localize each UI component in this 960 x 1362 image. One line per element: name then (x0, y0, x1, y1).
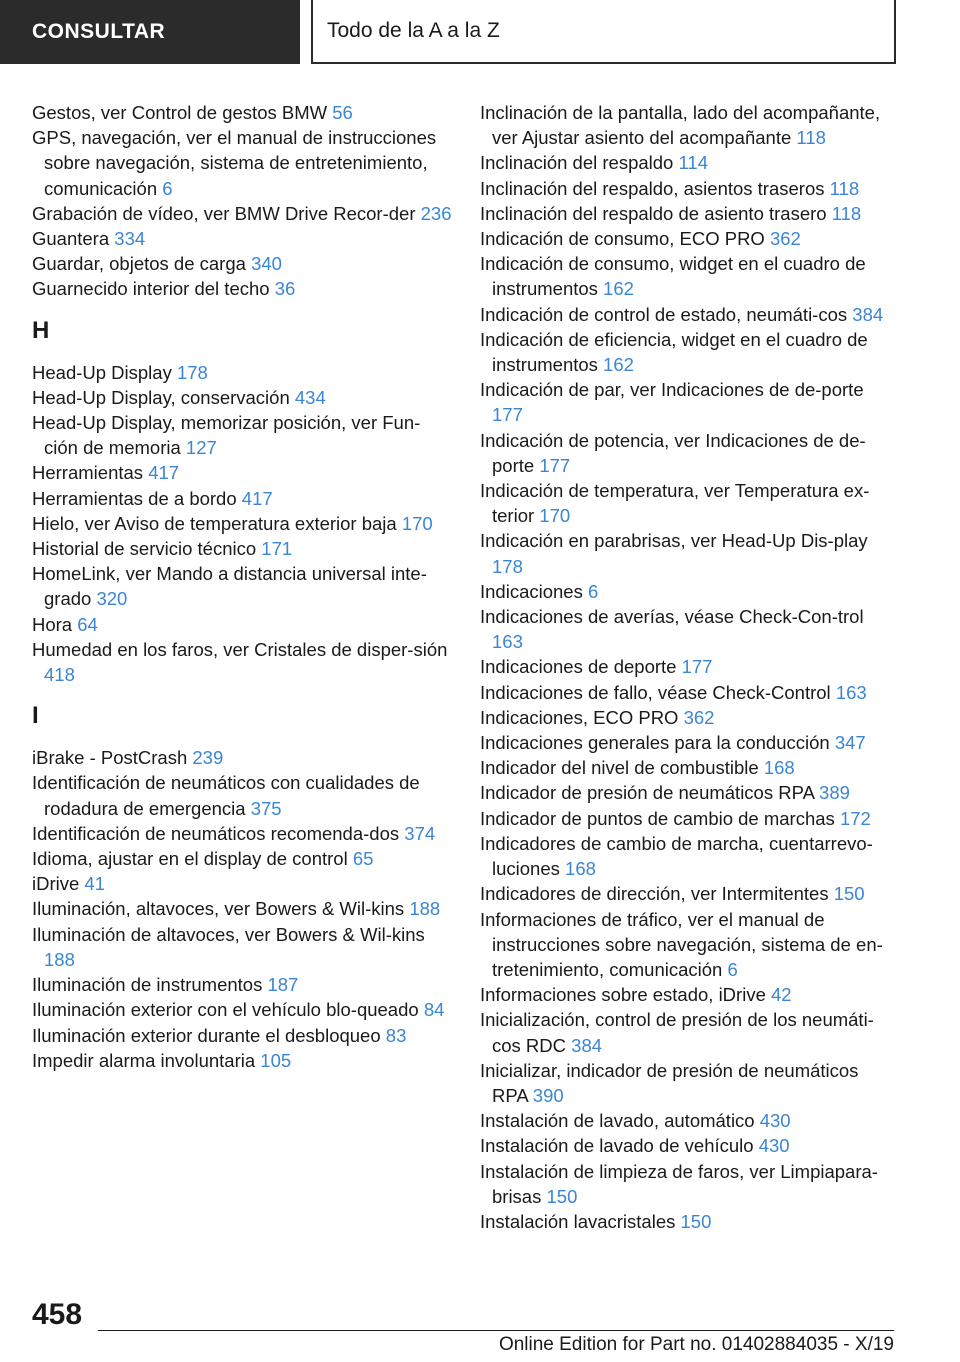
index-entry (32, 125, 452, 201)
index-entry (480, 201, 890, 226)
index-entry (480, 377, 890, 427)
index-entry (32, 385, 452, 410)
page-reference-link[interactable]: 177 (492, 404, 523, 426)
index-letter-heading: H (32, 316, 50, 344)
page-reference-link[interactable]: 168 (763, 757, 795, 779)
index-entry-text: Herramientas (32, 462, 144, 484)
index-entry-text: HomeLink, ver Mando a distancia universal inte‐grado (32, 563, 427, 610)
index-entry-text: Inclinación de la pantalla, lado del acompañante, ver Ajustar asiento del acompañante (480, 102, 881, 149)
page-reference-link[interactable]: 170 (539, 505, 571, 527)
index-entry-text: Indicación de eficiencia, widget en el cuadro de instrumentos (480, 328, 868, 376)
index-entry (480, 579, 890, 604)
index-entry-text: Instalación de lavado de vehículo (480, 1135, 754, 1157)
index-entry (480, 730, 890, 755)
page-reference-link[interactable]: 150 (546, 1185, 578, 1207)
index-entry-text: Inicializar, indicador de presión de neumáticos RPA (480, 1059, 859, 1106)
page-reference-link[interactable]: 384 (852, 303, 884, 325)
index-entry (480, 806, 890, 831)
index-entry (32, 486, 452, 511)
index-entry (480, 982, 890, 1007)
index-entry-text: Head-Up Display (32, 361, 172, 383)
index-entry (480, 176, 890, 201)
page-reference-link[interactable]: 239 (192, 747, 224, 769)
index-entry-text: Impedir alarma involuntaria (32, 1049, 256, 1071)
page-reference-link[interactable]: 320 (96, 588, 128, 610)
page-reference-link[interactable]: 340 (251, 253, 282, 275)
index-entry (480, 831, 890, 881)
page-reference-link[interactable]: 347 (834, 732, 866, 754)
page-reference-link[interactable]: 434 (294, 386, 326, 408)
page-reference-link[interactable]: 374 (404, 822, 436, 844)
index-entry-text: Indicaciones de fallo, véase Check-Control (480, 681, 831, 703)
page-reference-link[interactable]: 150 (833, 883, 865, 905)
page-reference-link[interactable]: 6 (727, 958, 738, 980)
index-entry-text: Indicadores de cambio de marcha, cuentarrevo‐luciones (480, 832, 873, 880)
index-entry-text: Indicador del nivel de combustible (480, 757, 759, 779)
page-reference-link[interactable]: 430 (759, 1110, 791, 1132)
index-column-right (480, 100, 890, 1234)
page-reference-link[interactable]: 375 (250, 797, 282, 819)
index-entry-text: Hielo, ver Aviso de temperatura exterior baja (32, 512, 397, 534)
index-entry (32, 100, 452, 125)
index-entry-text: Indicaciones de averías, véase Check-Con‐trol (480, 606, 864, 628)
index-entry (32, 972, 452, 997)
page-number: 458 (32, 1298, 83, 1331)
page-reference-link[interactable]: 362 (683, 706, 715, 728)
page-reference-link[interactable]: 334 (114, 228, 146, 250)
page-reference-link[interactable]: 417 (241, 487, 273, 509)
index-entry-text: Iluminación exterior con el vehículo blo‐queado (32, 999, 419, 1021)
page-reference-link[interactable]: 163 (492, 631, 523, 653)
index-entry-text: Indicadores de dirección, ver Intermitentes (480, 883, 829, 905)
index-entry-text: Guarnecido interior del techo (32, 278, 270, 300)
index-entry (480, 1133, 890, 1158)
index-entry (32, 511, 452, 536)
index-entry-text: Indicación de temperatura, ver Temperatura ex‐terior (480, 480, 870, 527)
index-entry (480, 907, 890, 983)
index-entry (480, 604, 890, 654)
index-entry (32, 612, 452, 637)
index-letter-heading: I (32, 702, 39, 730)
index-entry (32, 745, 452, 770)
index-entry (32, 536, 452, 561)
page-reference-link[interactable]: 83 (385, 1024, 407, 1046)
index-entry (480, 780, 890, 805)
index-entry (32, 360, 452, 385)
index-entry-text: Iluminación exterior durante el desbloqueo (32, 1024, 381, 1046)
section-title: Todo de la A a la Z (311, 0, 896, 64)
index-entry-text: Gestos, ver Control de gestos BMW (32, 102, 328, 123)
page-reference-link[interactable]: 105 (260, 1049, 292, 1071)
index-entry-text: Indicaciones de deporte (480, 656, 677, 678)
page-reference-link[interactable]: 127 (185, 437, 217, 459)
index-entry-text: Inclinación del respaldo (480, 152, 674, 174)
index-entry-text: Instalación de limpieza de faros, ver Limpiapara‐brisas (480, 1160, 878, 1207)
index-entry (480, 680, 890, 705)
index-entry (480, 327, 890, 377)
page-reference-link[interactable]: 417 (148, 462, 180, 484)
page-reference-link[interactable]: 418 (44, 664, 75, 686)
index-entry (32, 770, 452, 820)
index-entry (32, 871, 452, 896)
index-entry-text: Informaciones sobre estado, iDrive (480, 984, 766, 1006)
index-entry-text: iBrake - PostCrash (32, 747, 188, 769)
index-entry-text: Indicación de control de estado, neumáti‐cos (480, 303, 848, 325)
index-entry (32, 896, 452, 921)
page-reference-link[interactable]: 362 (769, 228, 801, 250)
index-entry-text: Head-Up Display, memorizar posición, ver Fun‐ción de memoria (32, 412, 421, 459)
index-entry-text: Indicación de consumo, widget en el cuadro de instrumentos (480, 253, 866, 300)
index-entry-text: Guantera (32, 228, 110, 250)
index-entry (32, 201, 452, 226)
index-entry (32, 1023, 452, 1048)
index-entry-text: Indicación en parabrisas, ver Head-Up Dis‐play (480, 530, 868, 552)
index-entry (480, 528, 890, 578)
index-entry (480, 150, 890, 175)
index-entry-text: Instalación lavacristales (480, 1210, 676, 1232)
index-entry (32, 1048, 452, 1073)
index-entry-text: Hora (32, 613, 73, 635)
index-entry (480, 1159, 890, 1209)
page-reference-link[interactable]: 178 (492, 555, 523, 577)
index-entry-text: Identificación de neumáticos con cualidades de rodadura de emergencia (32, 772, 420, 819)
page-reference-link[interactable]: 64 (77, 613, 98, 635)
page-reference-link[interactable]: 177 (539, 454, 571, 476)
index-entry (480, 251, 890, 301)
page-reference-link[interactable]: 172 (839, 807, 871, 829)
index-entry-text: Instalación de lavado, automático (480, 1110, 755, 1132)
index-entry (480, 1007, 890, 1057)
index-entry (32, 997, 452, 1022)
page-reference-link[interactable]: 42 (771, 984, 792, 1006)
page-reference-link[interactable]: 41 (84, 873, 105, 895)
index-entry-text: Grabación de vídeo, ver BMW Drive Recor‐der (32, 202, 416, 224)
page-header (0, 0, 960, 68)
page-reference-link[interactable]: 389 (819, 782, 850, 804)
page-reference-link[interactable]: 65 (352, 848, 374, 870)
page-reference-link[interactable]: 168 (565, 858, 596, 880)
page-reference-link[interactable]: 163 (835, 681, 867, 703)
index-entry-text: Idioma, ajustar en el display de control (32, 848, 348, 870)
page-reference-link[interactable]: 170 (401, 512, 433, 534)
index-entry (32, 410, 452, 460)
index-entry-text: Guardar, objetos de carga (32, 253, 246, 275)
index-entry (480, 226, 890, 251)
index-entry-text: Indicador de puntos de cambio de marchas (480, 807, 835, 829)
index-entry-text: Iluminación de instrumentos (32, 974, 263, 996)
index-entry-text: Indicaciones (480, 580, 583, 602)
page-reference-link[interactable]: 36 (274, 278, 296, 300)
page-reference-link[interactable]: 118 (796, 127, 826, 149)
page-reference-link[interactable]: 84 (423, 999, 445, 1021)
page-reference-link[interactable]: 162 (603, 278, 634, 300)
index-entry-text: Indicaciones generales para la conducción (480, 732, 830, 754)
page-reference-link[interactable]: 177 (681, 656, 713, 678)
page-reference-link[interactable]: 6 (162, 177, 173, 199)
index-entry-text: Indicación de potencia, ver Indicaciones de de‐porte (480, 429, 866, 476)
page-reference-link[interactable]: 188 (44, 948, 75, 970)
footer-divider (98, 1330, 894, 1331)
index-entry-text: Identificación de neumáticos recomenda‐dos (32, 822, 400, 844)
page-reference-link[interactable]: 188 (409, 898, 441, 920)
index-entry (32, 821, 452, 846)
index-entry-text: Indicación de consumo, ECO PRO (480, 228, 765, 250)
index-entry (32, 276, 452, 301)
page-reference-link[interactable]: 384 (571, 1034, 603, 1056)
page-reference-link[interactable]: 6 (587, 580, 599, 602)
index-entry (32, 226, 452, 251)
index-entry (480, 881, 890, 906)
index-entry (480, 428, 890, 478)
index-entry (480, 1209, 890, 1234)
index-column-left (32, 100, 452, 1073)
index-entry-text: Informaciones de tráfico, ver el manual de instrucciones sobre navegación, sistema de en‐tretenimiento, comunicación (480, 908, 883, 980)
index-entry (480, 100, 890, 150)
index-entry-text: Indicador de presión de neumáticos RPA (480, 782, 814, 804)
index-entry-text: Herramientas de a bordo (32, 487, 237, 509)
index-entry-text: Humedad en los faros, ver Cristales de disper‐sión (32, 638, 448, 660)
page-reference-link[interactable]: 162 (603, 354, 634, 376)
page-reference-link[interactable]: 187 (267, 974, 299, 996)
page-reference-link[interactable]: 236 (420, 202, 452, 224)
index-entry-text: Indicación de par, ver Indicaciones de de‐porte (480, 379, 864, 401)
page-reference-link[interactable]: 56 (332, 102, 353, 123)
index-entry (32, 637, 452, 687)
page-reference-link[interactable]: 430 (758, 1135, 790, 1157)
index-entry (32, 922, 452, 972)
index-entry (480, 654, 890, 679)
index-entry (480, 302, 890, 327)
index-entry (32, 561, 452, 611)
index-entry-text: Iluminación, altavoces, ver Bowers & Wil‐kins (32, 898, 405, 920)
section-tab: CONSULTAR (0, 0, 300, 64)
index-entry-text: Historial de servicio técnico (32, 538, 257, 560)
page-reference-link[interactable]: 114 (678, 152, 708, 174)
page-reference-link[interactable]: 171 (261, 538, 293, 560)
edition-note: Online Edition for Part no. 01402884035 - X/19 (498, 1334, 894, 1355)
index-entry-text: Inclinación del respaldo, asientos traseros (480, 177, 825, 199)
index-entry (480, 755, 890, 780)
index-entry-text: Inicialización, control de presión de los neumáti‐cos RDC (480, 1009, 874, 1056)
index-entry-text: Head-Up Display, conservación (32, 386, 290, 408)
page-reference-link[interactable]: 390 (532, 1084, 564, 1106)
index-entry-text: Indicaciones, ECO PRO (480, 706, 679, 728)
page-reference-link[interactable]: 150 (680, 1210, 712, 1232)
index-entry (480, 1108, 890, 1133)
index-entry-text: GPS, navegación, ver el manual de instrucciones sobre navegación, sistema de entretenimiento, comunicación (32, 127, 437, 199)
index-entry (480, 1058, 890, 1108)
index-entry (32, 251, 452, 276)
index-entry (32, 846, 452, 871)
page-reference-link[interactable]: 118 (831, 202, 862, 224)
index-entry-text: iDrive (32, 873, 80, 895)
index-entry (480, 478, 890, 528)
index-entry (480, 705, 890, 730)
page-reference-link[interactable]: 118 (829, 177, 860, 199)
index-entry-text: Iluminación de altavoces, ver Bowers & Wil‐kins (32, 923, 425, 945)
page-reference-link[interactable]: 178 (176, 361, 208, 383)
index-entry-text: Inclinación del respaldo de asiento trasero (480, 202, 827, 224)
index-entry (32, 460, 452, 485)
